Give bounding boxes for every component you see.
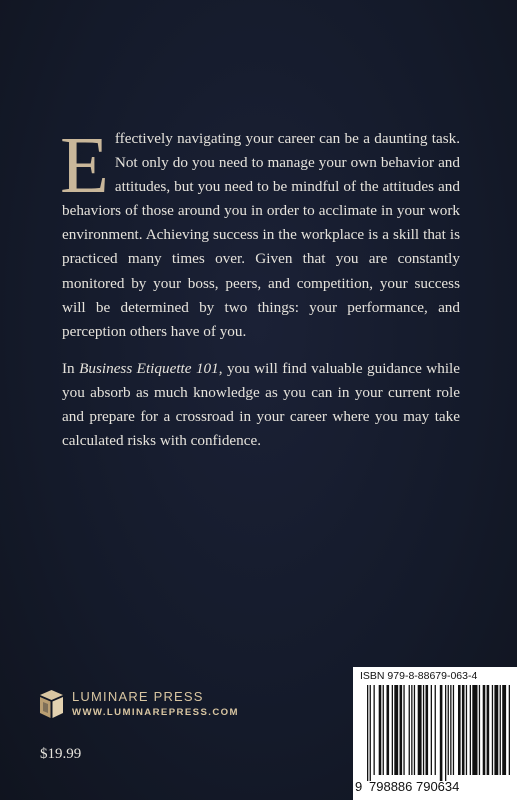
barcode-bar bbox=[411, 685, 412, 775]
barcode-bar bbox=[494, 685, 498, 775]
barcode-number: 798886 790634 bbox=[369, 779, 460, 794]
back-cover-blurb bbox=[60, 122, 461, 453]
barcode-bar bbox=[466, 685, 467, 775]
barcode-bar bbox=[502, 685, 506, 775]
barcode-bar bbox=[500, 685, 501, 775]
barcode-bars bbox=[363, 685, 515, 781]
publisher-name: LUMINARE PRESS bbox=[72, 689, 204, 704]
barcode-bar bbox=[445, 685, 446, 781]
barcode-bar bbox=[431, 685, 432, 775]
barcode-bar bbox=[367, 685, 368, 781]
barcode-bar bbox=[392, 685, 393, 775]
barcode-bar bbox=[426, 685, 429, 775]
publisher-logo bbox=[38, 687, 258, 723]
isbn-label: ISBN 979-8-88679-063-4 bbox=[360, 670, 478, 682]
barcode-bar bbox=[492, 685, 493, 775]
barcode-bar bbox=[472, 685, 477, 775]
drop-cap: E bbox=[60, 122, 109, 210]
barcode-bar bbox=[414, 685, 415, 775]
blurb-paragraph-1 bbox=[60, 122, 460, 344]
barcode-bar bbox=[483, 685, 486, 775]
barcode-bar bbox=[418, 685, 422, 775]
blurb-paragraph-2 bbox=[62, 357, 460, 453]
barcode-bar bbox=[462, 685, 465, 775]
barcode-bar bbox=[453, 685, 454, 775]
barcode-bar bbox=[487, 685, 490, 775]
barcode-bar bbox=[394, 685, 398, 775]
blurb-paragraph-2-lead: In bbox=[62, 359, 80, 377]
book-title-italic: Business Etiquette 101 bbox=[79, 359, 219, 377]
barcode-bar bbox=[400, 685, 403, 775]
barcode-bar bbox=[479, 685, 480, 775]
barcode-bar bbox=[423, 685, 424, 775]
barcode-bar bbox=[370, 685, 371, 781]
barcode-bar bbox=[374, 685, 375, 775]
barcode-bar bbox=[387, 685, 390, 775]
barcode-bar bbox=[403, 685, 404, 775]
barcode-bar bbox=[409, 685, 410, 775]
luminare-book-mark-icon bbox=[38, 689, 65, 719]
barcode-bar bbox=[509, 685, 510, 775]
barcode-bar bbox=[470, 685, 471, 775]
barcode-bar bbox=[383, 685, 384, 775]
barcode-lead-digit: 9 bbox=[355, 779, 363, 794]
barcode-bar bbox=[450, 685, 451, 775]
price: $19.99 bbox=[40, 746, 82, 762]
barcode-digits bbox=[355, 779, 517, 794]
blurb-paragraph-2-text: , you will find valuable guidance while you absorb as much knowledge as you can in your current role and prepare for a crossroad in your career where you may take calculated risks with confidence. bbox=[62, 359, 461, 450]
publisher-url: WWW.LUMINAREPRESS.COM bbox=[72, 707, 239, 718]
barcode-bar bbox=[448, 685, 449, 775]
barcode-bar bbox=[379, 685, 382, 775]
barcode-bar bbox=[440, 685, 443, 781]
barcode-bar bbox=[458, 685, 461, 775]
barcode-bar bbox=[435, 685, 436, 775]
blurb-paragraph-1-text: ffectively navigating your career can be a daunting task. Not only do you need to manage your own behavior and attitudes, but you need to be mindful of the attitudes and behaviors of those around you in order to acclimate in your work environment. Achieving success in the workplace is a skill that is practiced many times over. Given that you are constantly monitored by your boss, peers, and competition, your success will be determined by two things: your performance, and perception others have of you. bbox=[62, 130, 460, 340]
isbn-barcode bbox=[353, 667, 517, 800]
